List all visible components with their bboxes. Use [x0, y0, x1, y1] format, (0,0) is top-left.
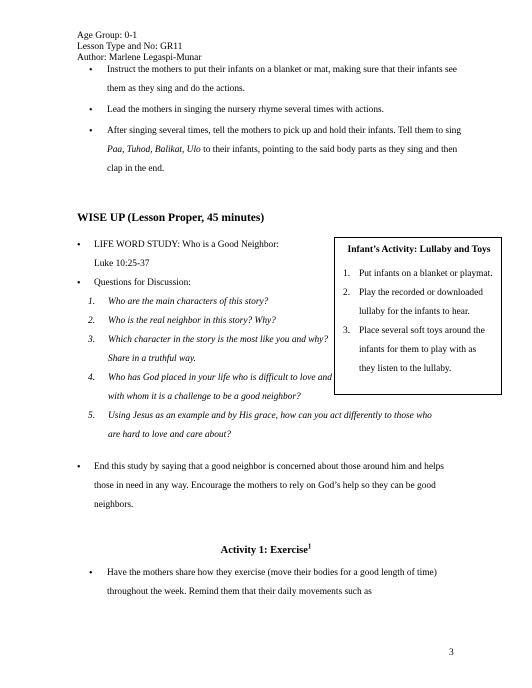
question-item: 3. Which character in the story is the most like you and why? Share in a truthful way. [88, 335, 329, 364]
bullet-icon: • [77, 240, 81, 251]
intro-bullet-list [89, 61, 463, 181]
activity-heading: Activity 1: Exercise$^1$ [220, 542, 312, 556]
bullet-icon: • [89, 65, 93, 76]
page-number: 3 [449, 648, 454, 658]
wise-up-heading: WISE UP (Lesson Proper, 45 minutes) [77, 212, 265, 224]
infant-activity-steps [345, 265, 493, 379]
list-item: 1. Put infants on a blanket or playmat. [343, 269, 493, 279]
lesson-type: Lesson Type and No: GR11 [77, 42, 183, 52]
questions-label: Questions for Discussion: [94, 278, 191, 288]
list-item: • After singing several times, tell the mothers to pick up and hold their infants. Tell them to sing Paa, Tuhod, Balikat, Ulo to their infants, pointing to the said body parts as they sing and then clap in the end. [107, 122, 463, 179]
question-item: 2. Who is the real neighbor in this story? Why? [88, 316, 276, 326]
age-group: Age Group: 0-1 [77, 31, 138, 41]
bullet-icon: • [77, 462, 81, 473]
list-item: 2. Play the recorded or downloaded lullaby for the infants to hear. [343, 288, 483, 317]
list-item: • End this study by saying that a good neighbor is concerned about those around him and helps those in need in any way. Encourage the mothers to rely on God’s help so they can be good neighbors. [94, 458, 454, 515]
life-word-study: • LIFE WORD STUDY: Who is a Good Neighbor: Luke 10:25-37 [94, 236, 334, 274]
list-item: • Lead the mothers in singing the nursery rhyme several times with actions. [107, 101, 463, 120]
list-item: 3. Place several soft toys around the infants for them to play with as they listen to the lullaby. [343, 326, 485, 374]
list-item: • Instruct the mothers to put their infants on a blanket or mat, making sure that their infants see them as they sing and do the actions. [107, 61, 463, 99]
bullet-icon: • [89, 126, 93, 137]
footnote-marker: 1 [307, 542, 312, 551]
activity-bullet-list [89, 564, 457, 602]
closing-bullet-list [77, 458, 454, 515]
bullet-icon: • [77, 278, 81, 289]
question-item: 1. Who are the main characters of this story? [88, 297, 269, 307]
author: Author: Marlene Legaspi-Munar [77, 53, 202, 63]
question-item: 4. Who has God placed in your life who is difficult to love and with whom it is a challenge to be a good neighbor? [88, 373, 332, 402]
bullet-icon: • [89, 105, 93, 116]
lesson-header [77, 31, 202, 64]
infant-activity-title: Infant’s Activity: Lullaby and Toys [347, 244, 491, 255]
body-parts-words: Paa, Tuhod, Balikat, Ulo [107, 145, 201, 155]
question-item: 5. Using Jesus as an example and by His grace, how can you act differently to those who are hard to love and care about? [88, 411, 432, 440]
infant-activity-box [334, 237, 502, 395]
bullet-icon: • [89, 568, 93, 579]
list-item: • Have the mothers share how they exercise (move their bodies for a good length of time) throughout the week. Remind them that their daily movements such as [107, 564, 457, 602]
